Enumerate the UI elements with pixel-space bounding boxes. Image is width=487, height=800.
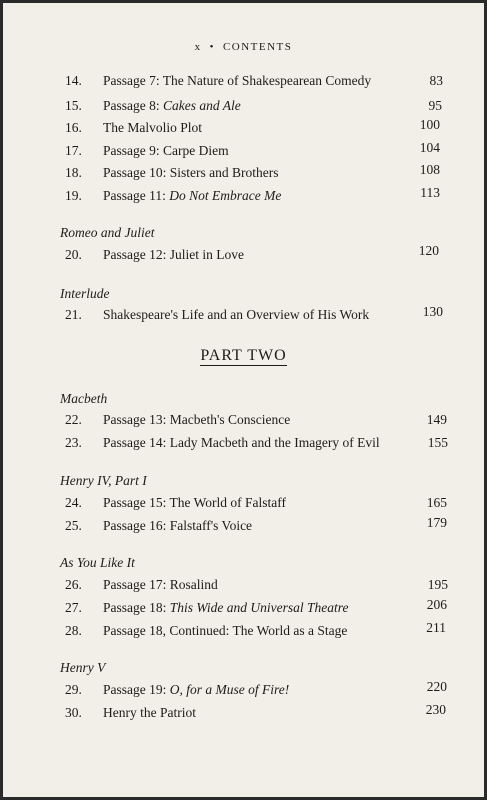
entry-page: 95 (428, 98, 442, 113)
contents-page (3, 3, 484, 797)
part-two-heading: PART TWO (200, 347, 287, 364)
entry-number: 19. (65, 188, 82, 203)
entry-title: Passage 8: Cakes and Ale (103, 98, 241, 113)
entry-page: 155 (427, 435, 448, 450)
entry-number: 15. (65, 98, 82, 113)
entry-page: 100 (419, 117, 440, 132)
running-header (3, 41, 484, 53)
section-heading-as-you-like-it: As You Like It (60, 555, 135, 570)
section-heading-interlude: Interlude (60, 286, 110, 301)
entry-page: 83 (429, 73, 443, 88)
entry-title: Passage 14: Lady Macbeth and the Imagery of Evil (103, 435, 380, 450)
entry-title: The Malvolio Plot (103, 120, 202, 135)
entry-page: 220 (426, 679, 447, 694)
entry-title: Passage 9: Carpe Diem (103, 143, 229, 158)
entry-number: 16. (65, 120, 82, 135)
entry-number: 18. (65, 165, 82, 180)
header-bullet: • (209, 41, 215, 53)
entry-title: Passage 12: Juliet in Love (103, 247, 244, 262)
entry-page: 230 (425, 702, 446, 717)
entry-number: 26. (65, 577, 82, 592)
entry-number: 30. (65, 705, 82, 720)
section-heading-henry-iv-part-i: Henry IV, Part I (60, 473, 147, 488)
entry-title: Shakespeare's Life and an Overview of His Work (103, 307, 370, 322)
entry-number: 14. (65, 73, 82, 88)
entry-title: Passage 7: The Nature of Shakespearean Comedy (103, 73, 372, 88)
entry-page: 104 (419, 140, 440, 155)
section-heading-romeo-and-juliet: Romeo and Juliet (60, 225, 155, 240)
folio-number: x (194, 41, 202, 53)
entry-number: 25. (65, 518, 82, 533)
entry-page: 149 (426, 412, 447, 427)
entry-page: 211 (426, 620, 446, 635)
entry-page: 120 (418, 243, 439, 258)
entry-page: 130 (422, 304, 443, 319)
entry-number: 27. (65, 600, 82, 615)
entry-title: Passage 13: Macbeth's Conscience (103, 412, 291, 427)
entry-page: 195 (427, 577, 448, 592)
entry-page: 113 (420, 185, 440, 200)
section-heading-henry-v: Henry V (60, 660, 106, 675)
entry-title: Henry the Patriot (103, 705, 196, 720)
entry-title: Passage 16: Falstaff's Voice (103, 518, 253, 533)
entry-page: 108 (419, 162, 440, 177)
entry-title: Passage 17: Rosalind (103, 577, 218, 592)
header-title: CONTENTS (222, 41, 293, 53)
entry-number: 29. (65, 682, 82, 697)
entry-title: Passage 15: The World of Falstaff (103, 495, 287, 510)
entry-number: 24. (65, 495, 82, 510)
entry-title: Passage 18: This Wide and Universal Theatre (103, 600, 349, 615)
entry-page: 165 (426, 495, 447, 510)
entry-page: 206 (426, 597, 447, 612)
entry-number: 23. (65, 435, 82, 450)
entry-number: 17. (65, 143, 82, 158)
entry-title: Passage 18, Continued: The World as a Stage (103, 623, 348, 638)
entry-number: 28. (65, 623, 82, 638)
entry-number: 22. (65, 412, 82, 427)
section-heading-macbeth: Macbeth (60, 391, 108, 406)
entry-title: Passage 11: Do Not Embrace Me (103, 188, 282, 203)
entry-title: Passage 19: O, for a Muse of Fire! (103, 682, 290, 697)
entry-page: 179 (426, 515, 447, 530)
entry-number: 20. (65, 247, 82, 262)
entry-number: 21. (65, 307, 82, 322)
entry-title: Passage 10: Sisters and Brothers (103, 165, 279, 180)
